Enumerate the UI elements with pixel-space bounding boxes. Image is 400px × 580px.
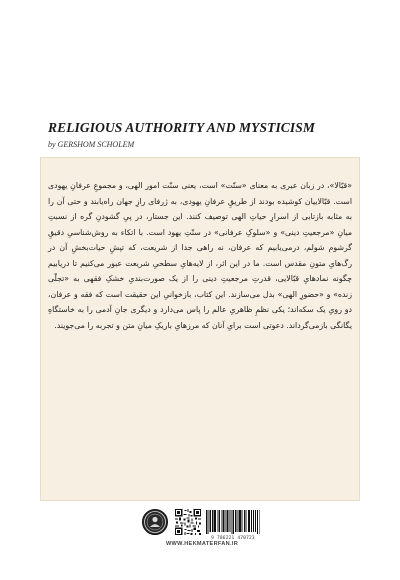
publisher-website: WWW.HEKMATERFAN.IR: [165, 541, 239, 547]
publisher-seal-graphic: [143, 510, 167, 534]
qr-code-icon: [175, 509, 201, 535]
publisher-seal-icon: [142, 509, 168, 535]
barcode-icon: [204, 509, 262, 535]
isbn-number: 9 786221 470723: [211, 536, 255, 541]
author-byline: by GERSHOM SCHOLEM: [48, 140, 135, 149]
book-title: RELIGIOUS AUTHORITY AND MYSTICISM: [48, 120, 315, 135]
book-description: «قبّالا»، در زبان عبری به معنای «سنّت» است، یعنی سنّت امور الهی، و مجموعِ عرفانِ یهودی است. قبّالاییان کوشیده بودند از طریقِ عرفانِ یهودی، به ژرفای رازِ جهان راه‌یابند و حتی آن را به مثابه بازتابی از اسرارِ حیاتِ الهی توصیف کنند. این جستار، در پیِ گشودنِ گره از نسبتِ میانِ «مرجعیتِ دینی» و «سلوکِ عرفانی» در سنّتِ یهود است. با اتکاء به روش‌شناسیِ دقیقِ گرشوم شولم، درمی‌یابیم که عرفان، نه راهی جدا از شریعت، که تپشِ حیات‌بخشِ آن در رگ‌هایِ متونِ مقدس است. ما در این اثر، از لایه‌هایِ سطحیِ شریعت عبور می‌کنیم تا دریابیم چگونه نمادهایِ قبّالایی، قدرتِ مرجعیتِ دینی را از یک صورت‌بندیِ خشکِ فقهی به «تجلّی زنده» و «حضورِ الهی» بدل می‌سازند. این کتاب، بازخوانیِ این حقیقت است که فقه و عرفان، دو رویِ یک سکه‌اند؛ یکی نظمِ ظاهریِ عالم را پاس می‌دارد و دیگری جانِ آدمی را به خاستگاهِ یگانگی بازمی‌گرداند. دعوتی است برایِ آنان که مرزهایِ باریکِ میانِ متن و تجربه را می‌جویند.: [48, 181, 352, 330]
